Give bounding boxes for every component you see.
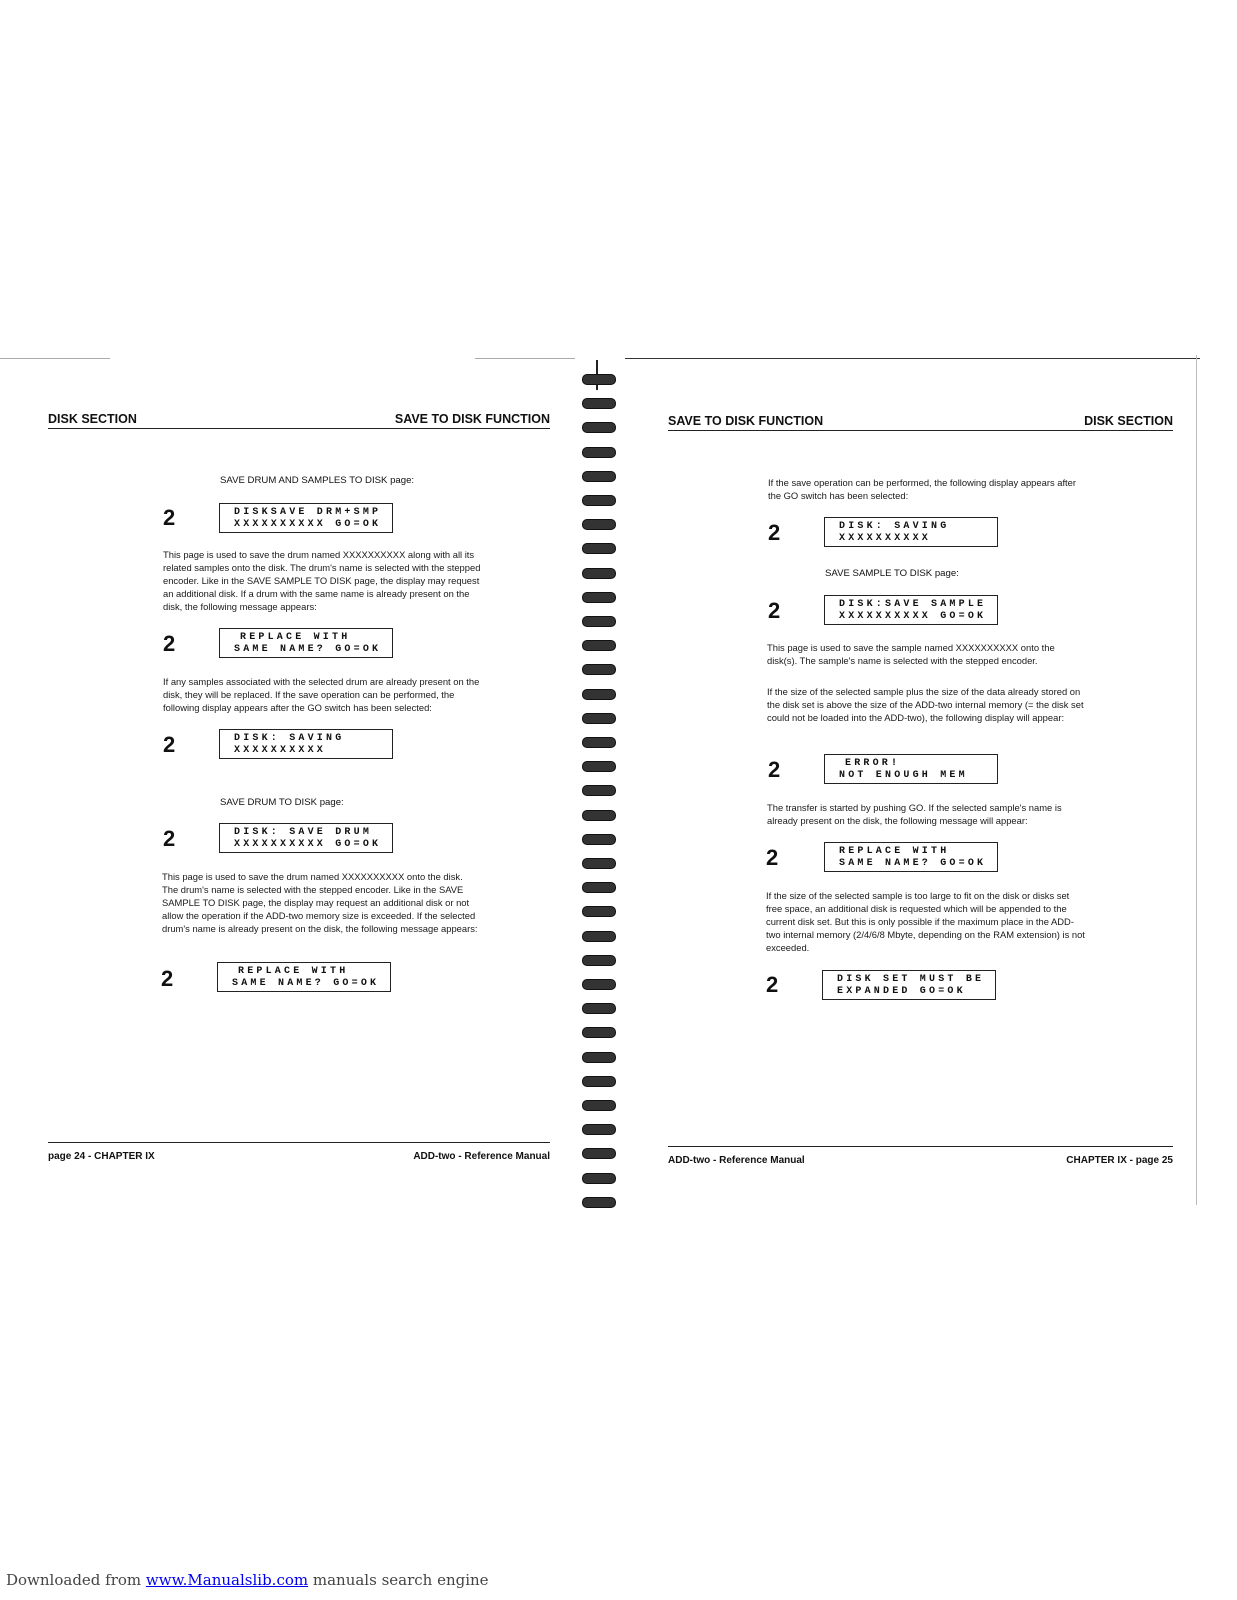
binding-ring xyxy=(582,858,616,869)
lcd-line-2: SAME NAME? GO=OK xyxy=(839,857,987,869)
paragraph: If any samples associated with the selected drum are already present on the disk, they will be replaced. If the save operation can be performed, the following display appears after the GO switch has been selected: xyxy=(163,676,480,713)
watermark-prefix: Downloaded from xyxy=(6,1571,146,1589)
binding-ring xyxy=(582,931,616,942)
paragraph: If the save operation can be performed, the following display appears after the GO switch has been selected: xyxy=(768,477,1076,501)
paragraph: This page is used to save the sample named XXXXXXXXXX onto the disk(s). The sample's name is selected with the stepped encoder. xyxy=(767,642,1055,666)
binding-ring xyxy=(582,810,616,821)
binding-ring xyxy=(582,495,616,506)
binding-ring xyxy=(582,1027,616,1038)
right-footer-page: CHAPTER IX - page 25 xyxy=(1066,1155,1173,1166)
binding-ring xyxy=(582,689,616,700)
lcd-display xyxy=(824,842,998,872)
display-number: 2 xyxy=(163,826,176,851)
download-watermark xyxy=(6,1571,489,1589)
lcd-display xyxy=(219,628,393,658)
binding-ring xyxy=(582,979,616,990)
lcd-display xyxy=(217,962,391,992)
right-header-section: DISK SECTION xyxy=(1084,414,1173,428)
lcd-line-1: REPLACE WITH xyxy=(240,632,351,643)
lcd-line-1: DISK: SAVING xyxy=(839,521,950,532)
binding-ring xyxy=(582,737,616,748)
lcd-line-2: EXPANDED GO=OK xyxy=(837,985,966,997)
display-number: 2 xyxy=(161,966,174,991)
binding-ring xyxy=(582,1052,616,1063)
top-rule-mid xyxy=(475,358,575,359)
display-number: 2 xyxy=(768,520,781,545)
binding-ring xyxy=(582,664,616,675)
display-number: 2 xyxy=(163,631,176,656)
lcd-display xyxy=(822,970,996,1000)
binding-ring xyxy=(582,1076,616,1087)
binding-ring xyxy=(582,785,616,796)
lcd-line-2: NOT ENOUGH MEM xyxy=(839,769,968,781)
lcd-line-2: XXXXXXXXXX GO=OK xyxy=(234,518,382,530)
top-rule-left xyxy=(0,358,110,359)
lcd-display xyxy=(219,729,393,759)
lcd-line-2: SAME NAME? GO=OK xyxy=(234,643,382,655)
binding-ring xyxy=(582,713,616,724)
binding-ring xyxy=(582,882,616,893)
display-number: 2 xyxy=(163,505,176,530)
binding-ring xyxy=(582,471,616,482)
binding-ring xyxy=(582,955,616,966)
lcd-display xyxy=(219,503,393,533)
paragraph: This page is used to save the drum named XXXXXXXXXX onto the disk. The drum's name is selected with the stepped encoder. Like in the SAVE SAMPLE TO DISK page, the display may request an additional disk or not allow the operation if the ADD-two memory size is exceeded. If the selected drum's name is already present on the disk, the following message appears: xyxy=(162,871,478,934)
top-rule-right xyxy=(625,358,1200,359)
binding-ring xyxy=(582,1148,616,1159)
left-header xyxy=(48,410,550,429)
page-edge xyxy=(1196,355,1203,1205)
binding-ring xyxy=(582,1100,616,1111)
binding-ring xyxy=(582,1003,616,1014)
binding-ring xyxy=(582,616,616,627)
caption-save-drum-samples: SAVE DRUM AND SAMPLES TO DISK page: xyxy=(220,475,415,486)
caption-save-drum: SAVE DRUM TO DISK page: xyxy=(220,797,344,808)
binding-ring xyxy=(582,568,616,579)
lcd-line-1: DISK: SAVE DRUM xyxy=(234,827,373,838)
lcd-line-1: REPLACE WITH xyxy=(839,846,950,857)
manualslib-link[interactable]: www.Manualslib.com xyxy=(145,1571,309,1589)
left-footer-page: page 24 - CHAPTER IX xyxy=(48,1151,155,1162)
lcd-line-2: XXXXXXXXXX xyxy=(839,532,932,544)
display-number: 2 xyxy=(163,732,176,757)
left-footer-manual: ADD-two - Reference Manual xyxy=(413,1151,550,1162)
right-page xyxy=(668,360,1173,1240)
lcd-line-2: XXXXXXXXXX GO=OK xyxy=(839,610,987,622)
right-footer-manual: ADD-two - Reference Manual xyxy=(668,1155,805,1166)
paragraph: This page is used to save the drum named XXXXXXXXXX along with all its related samples onto the disk. The drum's name is selected with the stepped encoder. Like in the SAVE SAMPLE TO DISK page, the display may request an additional disk. If a drum with the same name is already present on the disk, the following message appears: xyxy=(163,549,481,612)
binding-ring xyxy=(582,906,616,917)
right-header-function: SAVE TO DISK FUNCTION xyxy=(668,414,824,428)
right-footer xyxy=(668,1146,1173,1167)
binding-ring xyxy=(582,592,616,603)
binding-ring xyxy=(582,1173,616,1184)
display-number: 2 xyxy=(768,757,781,782)
binding-ring xyxy=(582,640,616,651)
left-header-section: DISK SECTION xyxy=(48,412,137,426)
binding-ring xyxy=(582,422,616,433)
lcd-display xyxy=(824,517,998,547)
binding-ring xyxy=(582,761,616,772)
paragraph: The transfer is started by pushing GO. If the selected sample's name is already present on the disk, the following message will appear: xyxy=(767,802,1062,826)
binding-ring xyxy=(582,1197,616,1208)
paragraph: If the size of the selected sample is too large to fit on the disk or disks set free space, an additional disk is requested which will be appended to the current disk set. But this is only possible if the maximum place in the ADD-two internal memory (2/4/6/8 Mbyte, depending on the RAM extension) is not exceeded. xyxy=(766,890,1085,953)
right-header xyxy=(668,412,1173,431)
display-number: 2 xyxy=(766,845,779,870)
binding-ring xyxy=(582,1124,616,1135)
spiral-binding xyxy=(578,360,618,1210)
lcd-line-1: DISKSAVE DRM+SMP xyxy=(234,507,382,518)
binding-ring xyxy=(582,447,616,458)
lcd-line-1: REPLACE WITH xyxy=(238,966,349,977)
binding-ring xyxy=(582,398,616,409)
lcd-display xyxy=(824,754,998,784)
watermark-suffix: manuals search engine xyxy=(308,1571,489,1589)
lcd-line-1: ERROR! xyxy=(845,758,901,769)
binding-ring xyxy=(582,543,616,554)
display-number: 2 xyxy=(768,598,781,623)
binding-ring xyxy=(582,519,616,530)
lcd-line-1: DISK: SAVING xyxy=(234,733,345,744)
lcd-line-2: SAME NAME? GO=OK xyxy=(232,977,380,989)
display-number: 2 xyxy=(766,972,779,997)
lcd-display xyxy=(824,595,998,625)
binding-ring xyxy=(582,374,616,385)
lcd-line-2: XXXXXXXXXX GO=OK xyxy=(234,838,382,850)
left-header-function: SAVE TO DISK FUNCTION xyxy=(394,412,550,426)
lcd-line-2: XXXXXXXXXX xyxy=(234,744,327,756)
left-page xyxy=(48,360,550,1240)
lcd-line-1: DISK SET MUST BE xyxy=(837,974,985,985)
lcd-display xyxy=(219,823,393,853)
binding-ring xyxy=(582,834,616,845)
left-footer xyxy=(48,1142,550,1163)
paragraph: If the size of the selected sample plus the size of the data already stored on the disk set is above the size of the ADD-two internal memory (= the disk set could not be loaded into the ADD-two), the following display will appear: xyxy=(767,686,1084,723)
lcd-line-1: DISK:SAVE SAMPLE xyxy=(839,599,987,610)
caption-save-sample: SAVE SAMPLE TO DISK page: xyxy=(825,568,959,579)
